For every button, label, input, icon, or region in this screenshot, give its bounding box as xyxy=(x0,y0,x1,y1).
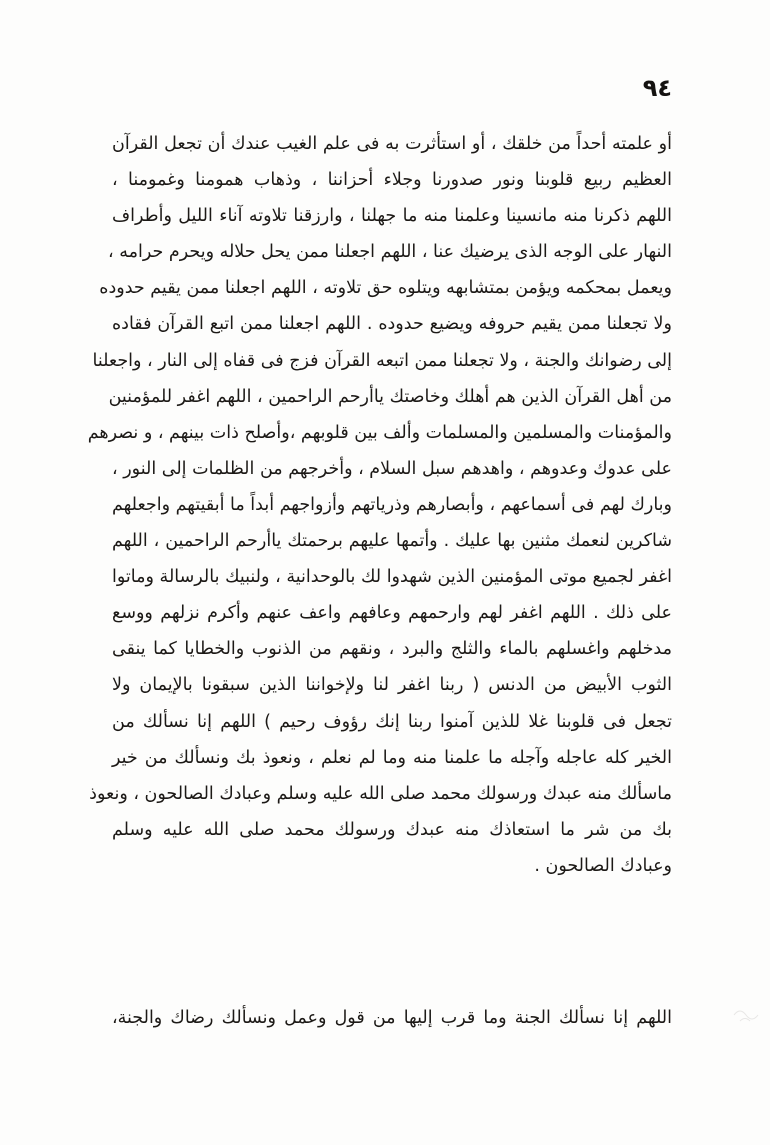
text-line: والمؤمنات والمسلمين والمسلمات وألف بين قلوبهم ،وأصلح ذات بينهم ، و نصرهم xyxy=(87,422,672,443)
bleed-through-marks xyxy=(730,995,770,1031)
text-line: وبارك لهم فى أسماعهم ، وأبصارهم وذرياتهم وأزواجهم أبداً ما أبقيتهم واجعلهم xyxy=(111,494,672,515)
text-line: العظيم ربيع قلوبنا ونور صدورنا وجلاء أحزاننا ، وذهاب همومنا وغمومنا ، xyxy=(112,170,672,191)
text-line: على ذلك . اللهم اغفر لهم وارحمهم وعافهم واعف عنهم وأكرم نزلهم ووسع xyxy=(112,603,672,624)
text-line: بك من شر ما استعاذك منه عبدك ورسولك محمد صلى الله عليه وسلم xyxy=(112,819,672,840)
text-line: ماسألك منه عبدك ورسولك محمد صلى الله عليه وسلم وعبادك الصالحون ، ونعوذ xyxy=(89,783,672,804)
text-line: مدخلهم واغسلهم بالماء والثلج والبرد ، ونقهم من الذنوب والخطايا كما ينقى xyxy=(112,639,672,660)
page-number: ٩٤ xyxy=(642,74,672,102)
text-line: ولا تجعلنا ممن يقيم حروفه ويضيع حدوده . اللهم اجعلنا ممن اتبع القرآن فقاده xyxy=(112,314,672,335)
main-text-block xyxy=(87,126,672,884)
text-line: شاكرين لنعمك مثنين بها عليك . وأتمها عليهم برحمتك ياأرحم الراحمين ، اللهم xyxy=(112,531,672,552)
text-line: وعبادك الصالحون . xyxy=(534,855,672,876)
text-line: إلى رضوانك والجنة ، ولا تجعلنا ممن اتبعه القرآن فزج فى قفاه إلى النار ، واجعلنا xyxy=(92,350,672,371)
text-line: اللهم ذكرنا منه مانسينا وعلمنا منه ما جهلنا ، وارزقنا تلاوته آناء الليل وأطراف xyxy=(112,206,672,227)
text-line: تجعل فى قلوبنا غلا للذين آمنوا ربنا إنك رؤوف رحيم ) اللهم إنا نسألك من xyxy=(112,711,672,732)
text-line: ويعمل بمحكمه ويؤمن بمتشابهه ويتلوه حق تلاوته ، اللهم اجعلنا ممن يقيم حدوده xyxy=(99,278,672,299)
text-line: أو علمته أحداً من خلقك ، أو استأثرت به فى علم الغيب عندك أن تجعل القرآن xyxy=(112,134,672,154)
closing-paragraph: اللهم إنا نسألك الجنة وما قرب إليها من قول وعمل ونسألك رضاك والجنة، xyxy=(112,1008,672,1028)
text-line: الثوب الأبيض من الدنس ( ربنا اغفر لنا ولإخواننا الذين سبقونا بالإيمان ولا xyxy=(112,675,672,696)
text-line: من أهل القرآن الذين هم أهلك وخاصتك ياأرحم الراحمين ، اللهم اغفر للمؤمنين xyxy=(108,386,672,407)
text-line: الخير كله عاجله وآجله ما علمنا منه وما لم نعلم ، ونعوذ بك ونسألك من خير xyxy=(112,747,672,768)
text-line: النهار على الوجه الذى يرضيك عنا ، اللهم اجعلنا ممن يحل حلاله ويحرم حرامه ، xyxy=(108,242,672,263)
text-line: اغفر لجميع موتى المؤمنين الذين شهدوا لك بالوحدانية ، ولنبيك بالرسالة وماتوا xyxy=(112,567,672,588)
text-line: على عدوك وعدوهم ، واهدهم سبل السلام ، وأخرجهم من الظلمات إلى النور ، xyxy=(112,458,672,479)
